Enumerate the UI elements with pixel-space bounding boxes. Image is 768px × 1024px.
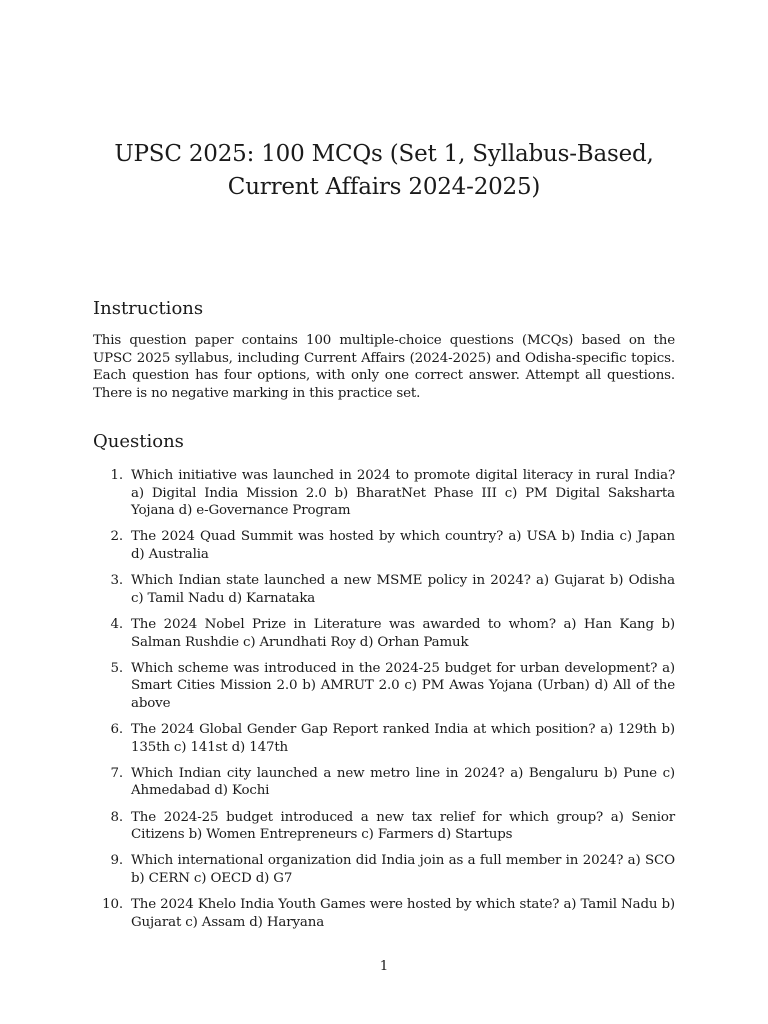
question-text: The 2024 Nobel Prize in Literature was awarded to whom? a) Han Kang b) Salman Rushdie c) Arundhati Roy d) Orhan Pamuk	[131, 616, 675, 650]
question-item	[93, 896, 675, 931]
question-item	[93, 572, 675, 607]
question-number: 3.	[110, 573, 123, 589]
question-item	[93, 809, 675, 844]
question-text: The 2024 Global Gender Gap Report ranked India at which position? a) 129th b) 135th c) 141st d) 147th	[131, 722, 675, 755]
question-number: 5.	[110, 660, 123, 676]
question-number: 10.	[102, 897, 123, 913]
document-title: UPSC 2025: 100 MCQs (Set 1, Syllabus-Based, Current Affairs 2024-2025)	[114, 141, 654, 200]
question-text: Which initiative was launched in 2024 to promote digital literacy in rural India? a) Digital India Mission 2.0 b) BharatNet Phase III c) PM Digital Saksharta Yojana d) e-Governance Program	[131, 468, 675, 519]
question-text: The 2024-25 budget introduced a new tax relief for which group? a) Senior Citizens b) Women Entrepreneurs c) Farmers d) Startups	[131, 809, 675, 843]
instructions-heading: Instructions	[93, 298, 204, 319]
question-item	[93, 660, 675, 713]
question-item	[93, 765, 675, 800]
question-number: 9.	[110, 853, 123, 869]
question-item	[93, 721, 675, 756]
question-item	[93, 528, 675, 563]
question-item	[93, 616, 675, 651]
question-text: The 2024 Quad Summit was hosted by which country? a) USA b) India c) Japan d) Australia	[131, 529, 675, 562]
question-number: 7.	[110, 765, 123, 781]
question-item	[93, 852, 675, 887]
question-number: 8.	[110, 809, 123, 825]
questions-list	[93, 467, 675, 940]
questions-heading: Questions	[93, 431, 184, 452]
question-text: Which Indian city launched a new metro line in 2024? a) Bengaluru b) Pune c) Ahmedabad d) Kochi	[131, 765, 675, 799]
question-number: 4.	[110, 616, 123, 632]
question-number: 1.	[110, 468, 123, 483]
page-number: 1	[379, 959, 389, 974]
question-item	[93, 467, 675, 520]
question-number: 2.	[110, 529, 123, 545]
question-text: Which scheme was introduced in the 2024-25 budget for urban development? a) Smart Cities Mission 2.0 b) AMRUT 2.0 c) PM Awas Yojana (Urban) d) All of the above	[131, 660, 675, 711]
question-text: The 2024 Khelo India Youth Games were hosted by which state? a) Tamil Nadu b) Gujarat c) Assam d) Haryana	[131, 897, 675, 930]
instructions-text: This question paper contains 100 multiple-choice questions (MCQs) based on the UPSC 2025 syllabus, including Current Affairs (2024-2025) and Odisha-specific topics. Each question has four options, with only one correct answer. Attempt all questions. There is no negative marking in this practice set.	[93, 333, 675, 401]
question-text: Which Indian state launched a new MSME policy in 2024? a) Gujarat b) Odisha c) Tamil Nadu d) Karnataka	[131, 573, 675, 606]
question-number: 6.	[110, 722, 123, 738]
question-text: Which international organization did India join as a full member in 2024? a) SCO b) CERN c) OECD d) G7	[131, 853, 675, 887]
